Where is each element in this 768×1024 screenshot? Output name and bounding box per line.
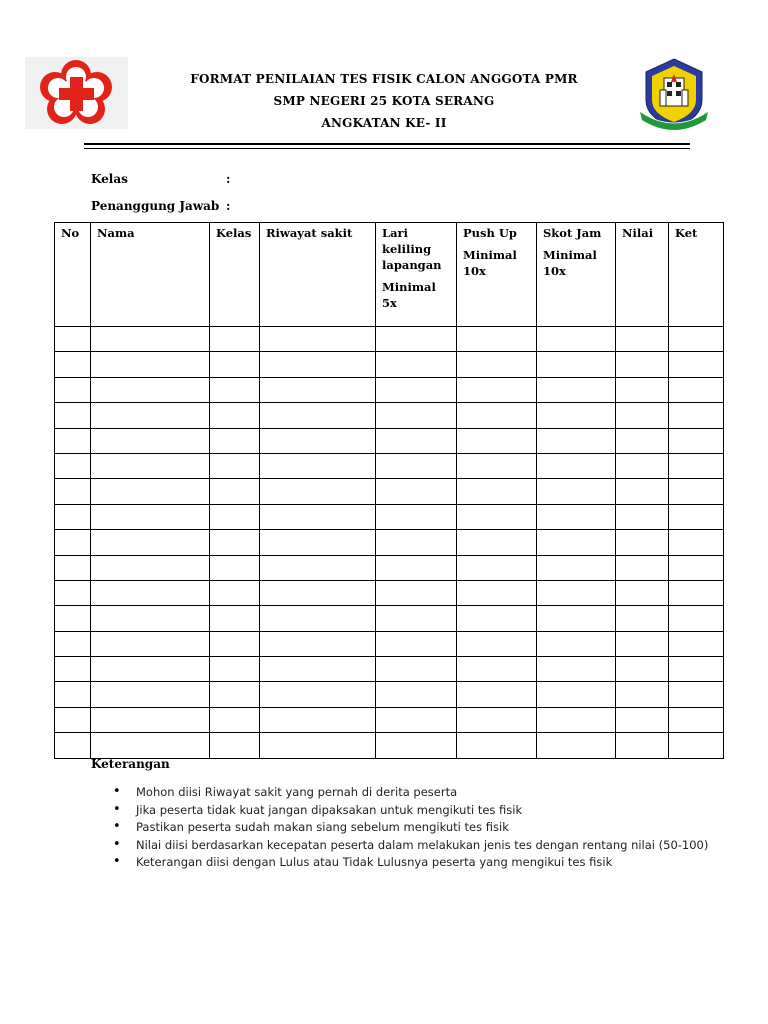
table-cell[interactable] [91, 479, 210, 504]
table-cell[interactable] [260, 682, 376, 707]
notes-list [113, 784, 713, 872]
table-cell[interactable] [260, 403, 376, 428]
table-cell[interactable] [260, 428, 376, 453]
table-cell[interactable] [616, 453, 669, 478]
notes-title: Keterangan [91, 757, 170, 771]
table-cell[interactable] [260, 733, 376, 758]
table-cell[interactable] [537, 530, 616, 555]
col-sub-lari: Minimal 5x [382, 280, 436, 310]
table-cell[interactable] [260, 707, 376, 732]
red-cross-logo [25, 57, 128, 129]
table-cell[interactable] [457, 707, 537, 732]
table-cell[interactable] [91, 377, 210, 402]
table-body [55, 327, 724, 759]
kelas-label: Kelas [91, 172, 128, 186]
table-cell[interactable] [457, 403, 537, 428]
table-cell[interactable] [669, 403, 724, 428]
table-cell[interactable] [457, 530, 537, 555]
table-cell[interactable] [537, 428, 616, 453]
table-cell[interactable] [616, 555, 669, 580]
table-cell[interactable] [260, 352, 376, 377]
table-cell[interactable] [210, 453, 260, 478]
table-cell[interactable] [55, 327, 91, 352]
table-cell[interactable] [669, 733, 724, 758]
table-cell[interactable] [669, 327, 724, 352]
kelas-colon: : [226, 172, 231, 186]
table-cell[interactable] [669, 606, 724, 631]
table-cell[interactable] [210, 428, 260, 453]
list-item: • Keterangan diisi dengan Lulus atau Tidak Lulusnya peserta yang mengikui tes fisik [113, 854, 713, 871]
table-cell[interactable] [616, 530, 669, 555]
table-cell[interactable] [616, 479, 669, 504]
table-row [55, 606, 724, 631]
red-cross-flower-icon [25, 57, 128, 129]
col-header-nilai: Nilai [616, 223, 669, 327]
table-cell[interactable] [210, 530, 260, 555]
table-cell[interactable] [376, 631, 457, 656]
penanggung-jawab-label: Penanggung Jawab [91, 199, 220, 213]
table-cell[interactable] [616, 606, 669, 631]
table-row [55, 403, 724, 428]
table-cell[interactable] [55, 707, 91, 732]
table-cell[interactable] [537, 555, 616, 580]
table-cell[interactable] [616, 504, 669, 529]
table-cell[interactable] [91, 580, 210, 605]
table-cell[interactable] [669, 530, 724, 555]
table-cell[interactable] [669, 453, 724, 478]
col-header-skot-jam: Skot Jam Minimal 10x [537, 223, 616, 327]
table-cell[interactable] [210, 631, 260, 656]
table-cell[interactable] [457, 580, 537, 605]
table-cell[interactable] [537, 479, 616, 504]
table-cell[interactable] [376, 555, 457, 580]
table-cell[interactable] [669, 657, 724, 682]
table-row [55, 631, 724, 656]
table-cell[interactable] [457, 327, 537, 352]
col-sub-push-up: Minimal 10x [463, 248, 517, 278]
table-cell[interactable] [376, 657, 457, 682]
table-cell[interactable] [210, 733, 260, 758]
table-cell[interactable] [376, 682, 457, 707]
table-cell[interactable] [55, 657, 91, 682]
table-cell[interactable] [616, 631, 669, 656]
table-cell[interactable] [91, 453, 210, 478]
table-cell[interactable] [55, 352, 91, 377]
table-cell[interactable] [210, 403, 260, 428]
table-cell[interactable] [537, 453, 616, 478]
table-row [55, 479, 724, 504]
list-item: • Nilai diisi berdasarkan kecepatan peserta dalam melakukan jenis tes dengan rentang nilai (50-100) [113, 837, 713, 854]
table-cell[interactable] [260, 479, 376, 504]
table-cell[interactable] [210, 504, 260, 529]
table-cell[interactable] [210, 580, 260, 605]
table-cell[interactable] [55, 555, 91, 580]
table-cell[interactable] [457, 733, 537, 758]
table-cell[interactable] [457, 657, 537, 682]
table-cell[interactable] [457, 504, 537, 529]
table-row [55, 504, 724, 529]
table-cell[interactable] [537, 580, 616, 605]
table-row [55, 733, 724, 758]
col-header-nama: Nama [91, 223, 210, 327]
table-cell[interactable] [537, 327, 616, 352]
table-cell[interactable] [669, 555, 724, 580]
table-cell[interactable] [55, 504, 91, 529]
table-cell[interactable] [537, 682, 616, 707]
table-cell[interactable] [457, 453, 537, 478]
table-cell[interactable] [55, 580, 91, 605]
table-cell[interactable] [260, 453, 376, 478]
table-cell[interactable] [210, 352, 260, 377]
table-cell[interactable] [376, 327, 457, 352]
table-cell[interactable] [55, 377, 91, 402]
header-divider-thick [84, 143, 690, 145]
assessment-table [54, 222, 724, 759]
table-cell[interactable] [91, 631, 210, 656]
table-cell[interactable] [537, 352, 616, 377]
table-cell[interactable] [457, 479, 537, 504]
table-cell[interactable] [55, 428, 91, 453]
col-header-kelas: Kelas [210, 223, 260, 327]
table-cell[interactable] [55, 479, 91, 504]
table-cell[interactable] [91, 606, 210, 631]
table-cell[interactable] [260, 327, 376, 352]
form-title: FORMAT PENILAIAN TES FISIK CALON ANGGOTA PMR [190, 72, 578, 86]
table-cell[interactable] [91, 733, 210, 758]
col-header-push-up: Push Up Minimal 10x [457, 223, 537, 327]
table-cell[interactable] [376, 428, 457, 453]
table-row [55, 580, 724, 605]
table-cell[interactable] [537, 504, 616, 529]
table-row [55, 707, 724, 732]
table-cell[interactable] [537, 733, 616, 758]
batch-label: ANGKATAN KE- II [321, 116, 447, 130]
col-header-lari: Lari keliling lapangan Minimal 5x [376, 223, 457, 327]
table-cell[interactable] [55, 682, 91, 707]
table-cell[interactable] [669, 682, 724, 707]
table-cell[interactable] [376, 479, 457, 504]
table-cell[interactable] [616, 403, 669, 428]
table-row [55, 453, 724, 478]
table-cell[interactable] [457, 606, 537, 631]
table-cell[interactable] [669, 631, 724, 656]
penanggung-jawab-colon: : [226, 199, 231, 213]
table-cell[interactable] [616, 682, 669, 707]
table-cell[interactable] [210, 479, 260, 504]
table-cell[interactable] [457, 377, 537, 402]
table-cell[interactable] [210, 657, 260, 682]
table-cell[interactable] [376, 580, 457, 605]
table-cell[interactable] [669, 707, 724, 732]
table-cell[interactable] [457, 631, 537, 656]
table-row [55, 555, 724, 580]
table-cell[interactable] [260, 504, 376, 529]
table-row [55, 428, 724, 453]
table-cell[interactable] [91, 707, 210, 732]
table-cell[interactable] [55, 530, 91, 555]
table-cell[interactable] [537, 606, 616, 631]
table-cell[interactable] [55, 631, 91, 656]
col-sub-skot-jam: Minimal 10x [543, 248, 597, 278]
table-cell[interactable] [669, 580, 724, 605]
table-cell[interactable] [260, 377, 376, 402]
table-cell[interactable] [55, 733, 91, 758]
table-cell[interactable] [91, 352, 210, 377]
table-cell[interactable] [616, 707, 669, 732]
table-cell[interactable] [616, 327, 669, 352]
table-cell[interactable] [91, 682, 210, 707]
col-header-no: No [55, 223, 91, 327]
table-cell[interactable] [457, 682, 537, 707]
table-cell[interactable] [537, 377, 616, 402]
header-divider-thin [84, 148, 690, 149]
table-cell[interactable] [91, 327, 210, 352]
table-cell[interactable] [376, 352, 457, 377]
table-cell[interactable] [616, 428, 669, 453]
col-header-riwayat-sakit: Riwayat sakit [260, 223, 376, 327]
table-cell[interactable] [210, 377, 260, 402]
table-cell[interactable] [260, 530, 376, 555]
table-cell[interactable] [669, 352, 724, 377]
school-crest-logo [636, 56, 712, 132]
list-item: • Jika peserta tidak kuat jangan dipaksakan untuk mengikuti tes fisik [113, 802, 713, 819]
table-cell[interactable] [376, 530, 457, 555]
table-cell[interactable] [376, 707, 457, 732]
table-cell[interactable] [457, 555, 537, 580]
table-cell[interactable] [55, 453, 91, 478]
table-cell[interactable] [616, 657, 669, 682]
list-item: • Pastikan peserta sudah makan siang sebelum mengikuti tes fisik [113, 819, 713, 836]
table-cell[interactable] [260, 657, 376, 682]
table-cell[interactable] [91, 555, 210, 580]
table-cell[interactable] [260, 631, 376, 656]
table-row [55, 682, 724, 707]
table-header-row [55, 223, 724, 327]
table-cell[interactable] [457, 352, 537, 377]
list-item: • Mohon diisi Riwayat sakit yang pernah di derita peserta [113, 784, 713, 801]
table-cell[interactable] [537, 403, 616, 428]
table-cell[interactable] [210, 555, 260, 580]
table-row [55, 657, 724, 682]
table-cell[interactable] [537, 707, 616, 732]
table-cell[interactable] [457, 428, 537, 453]
table-cell[interactable] [91, 657, 210, 682]
school-name: SMP NEGERI 25 KOTA SERANG [273, 94, 495, 108]
col-header-ket: Ket [669, 223, 724, 327]
table-row [55, 377, 724, 402]
table-cell[interactable] [669, 479, 724, 504]
table-cell[interactable] [376, 377, 457, 402]
table-cell[interactable] [376, 606, 457, 631]
table-cell[interactable] [616, 377, 669, 402]
table-cell[interactable] [260, 580, 376, 605]
table-cell[interactable] [260, 555, 376, 580]
table-cell[interactable] [210, 682, 260, 707]
table-cell[interactable] [91, 403, 210, 428]
table-cell[interactable] [260, 606, 376, 631]
table-cell[interactable] [616, 580, 669, 605]
table-cell[interactable] [376, 403, 457, 428]
table-cell[interactable] [210, 707, 260, 732]
table-cell[interactable] [376, 453, 457, 478]
table-cell[interactable] [669, 428, 724, 453]
smpn25-crest-icon [636, 56, 712, 132]
table-cell[interactable] [537, 657, 616, 682]
table-cell[interactable] [210, 327, 260, 352]
table-cell[interactable] [91, 428, 210, 453]
table-cell[interactable] [616, 733, 669, 758]
table-cell[interactable] [669, 504, 724, 529]
table-cell[interactable] [210, 606, 260, 631]
table-cell[interactable] [537, 631, 616, 656]
table-cell[interactable] [669, 377, 724, 402]
table-cell[interactable] [55, 403, 91, 428]
table-cell[interactable] [376, 733, 457, 758]
table-cell[interactable] [91, 530, 210, 555]
table-cell[interactable] [55, 606, 91, 631]
table-cell[interactable] [616, 352, 669, 377]
table-cell[interactable] [376, 504, 457, 529]
table-cell[interactable] [91, 504, 210, 529]
table-row [55, 327, 724, 352]
table-row [55, 530, 724, 555]
table-row [55, 352, 724, 377]
